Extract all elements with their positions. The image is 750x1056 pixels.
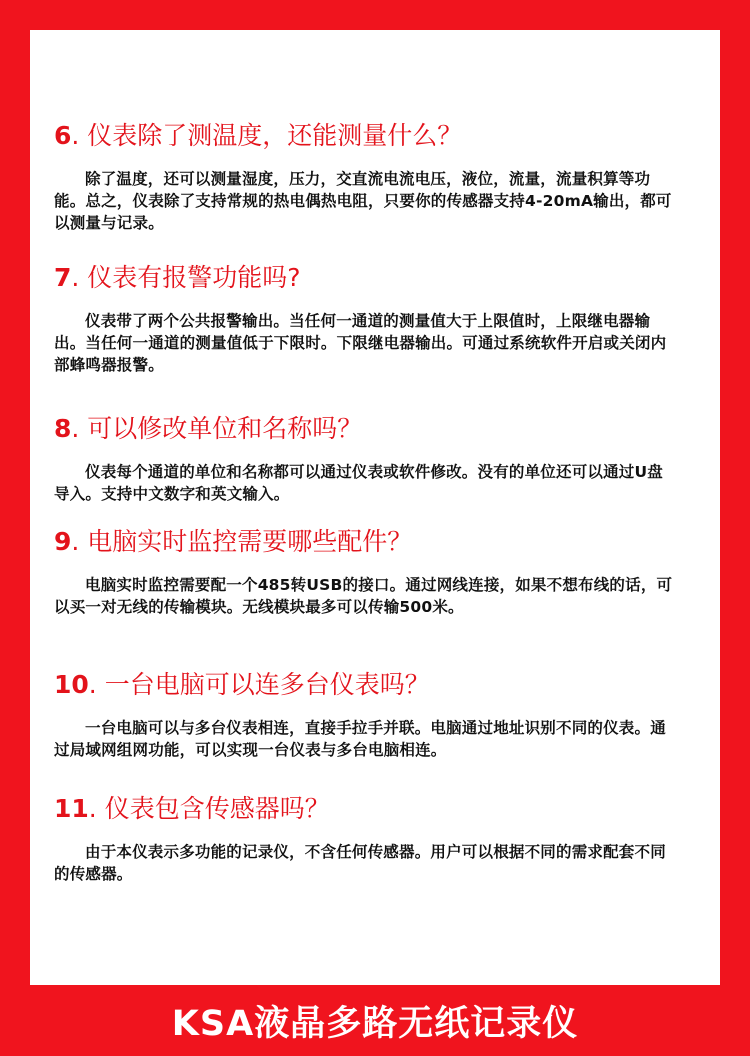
faq-question	[54, 669, 674, 701]
question-text: . 电脑实时监控需要哪些配件？	[71, 527, 413, 556]
faq-question	[54, 526, 674, 558]
question-number: 6	[54, 121, 72, 150]
faq-answer: 电脑实时监控需要配一个485转USB的接口。通过网线连接，如果不想布线的话，可以买一对无线的传输模块。无线模块最多可以传输500米。	[54, 576, 673, 616]
faq-answer: 一台电脑可以与多台仪表相连，直接手拉手并联。电脑通过地址识别不同的仪表。通过局域网组网功能，可以实现一台仪表与多台电脑相连。	[54, 719, 666, 759]
question-text: . 可以修改单位和名称吗？	[71, 414, 363, 443]
question-number: 11	[54, 794, 89, 823]
footer-title: KSA液晶多路无纸记录仪	[171, 1003, 579, 1044]
question-text: . 仪表有报警功能吗?	[71, 263, 301, 292]
faq-answer: 由于本仪表示多功能的记录仪，不含任何传感器。用户可以根据不同的需求配套不同的传感器。	[54, 843, 666, 883]
faq-answer: 仪表带了两个公共报警输出。当任何一通道的测量值大于上限值时，上限继电器输出。当任何一通道的测量值低于下限时。下限继电器输出。可通过系统软件开启或关闭内部蜂鸣器报警。	[54, 312, 667, 374]
faq-item-8	[54, 413, 674, 505]
faq-item-6	[54, 120, 674, 234]
faq-question	[54, 793, 674, 825]
question-text: . 仪表除了测温度，还能测量什么？	[71, 121, 463, 150]
footer-banner	[0, 985, 750, 1056]
faq-item-10	[54, 669, 674, 761]
faq-question	[54, 120, 674, 152]
question-number: 9	[54, 527, 72, 556]
question-text: . 一台电脑可以连多台仪表吗？	[88, 670, 430, 699]
faq-answer: 仪表每个通道的单位和名称都可以通过仪表或软件修改。没有的单位还可以通过U盘导入。支持中文数字和英文输入。	[54, 463, 663, 503]
faq-question	[54, 413, 674, 445]
question-text: . 仪表包含传感器吗？	[88, 794, 330, 823]
faq-item-11	[54, 793, 674, 885]
question-number: 7	[54, 263, 72, 292]
faq-answer: 除了温度，还可以测量湿度，压力，交直流电流电压，液位，流量，流量积算等功能。总之，仪表除了支持常规的热电偶热电阻，只要你的传感器支持4-20mA输出，都可以测量与记录。	[54, 170, 672, 232]
faq-item-7	[54, 262, 674, 376]
faq-item-9	[54, 526, 674, 618]
question-number: 10	[54, 670, 89, 699]
question-number: 8	[54, 414, 72, 443]
faq-question	[54, 262, 674, 294]
